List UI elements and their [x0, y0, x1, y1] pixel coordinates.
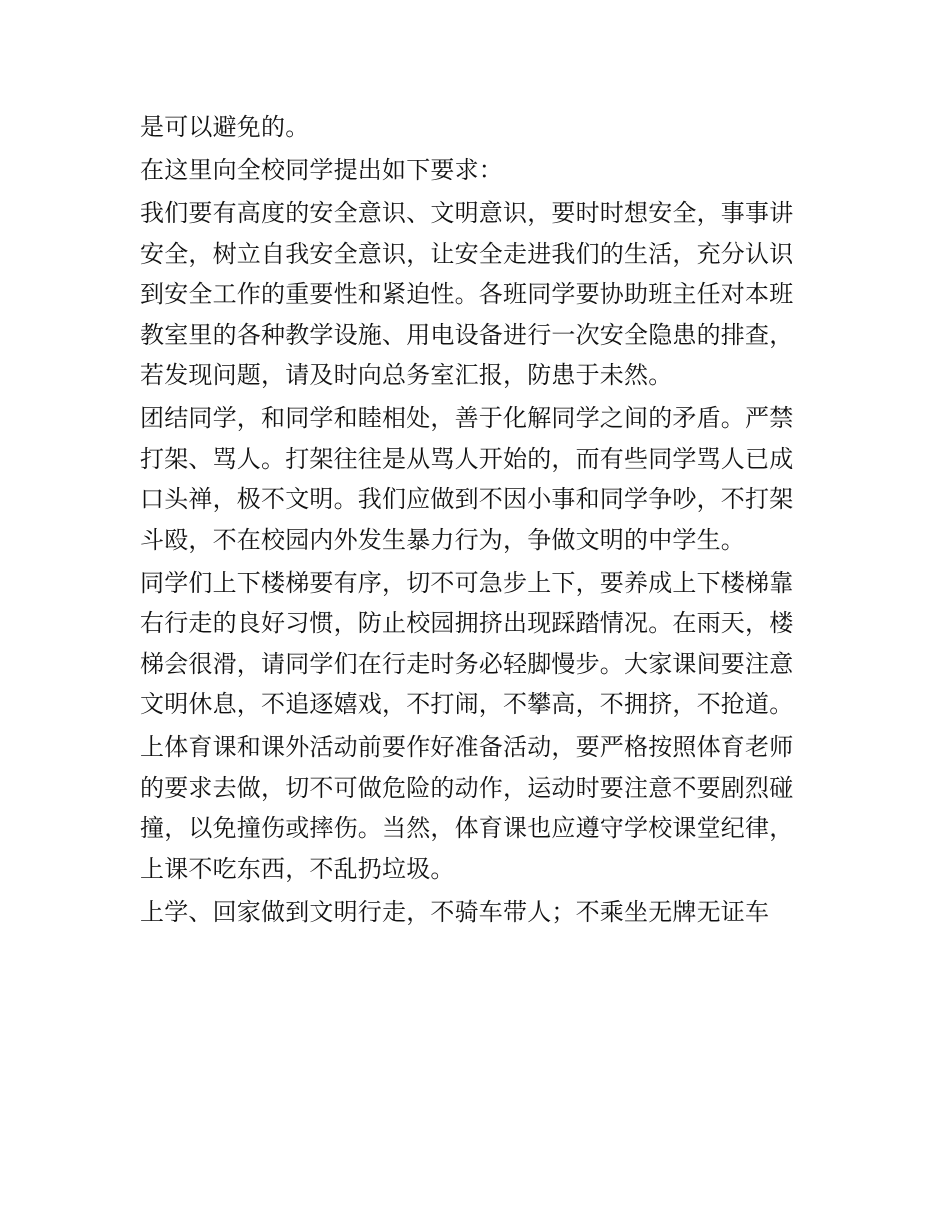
text-line: 同学们上下楼梯要有序，切不可急步上下，要养成上下楼梯靠	[140, 568, 794, 597]
text-line: 在这里向全校同学提出如下要求：	[140, 156, 503, 184]
text-line: 上学、回家做到文明行走，不骑车带人；不乘坐无牌无证车	[140, 897, 770, 926]
text-line: 打架、骂人。打架往往是从骂人开始的，而有些同学骂人已成	[140, 444, 794, 473]
text-line: 右行走的良好习惯，防止校园拥挤出现踩踏情况。在雨天，楼	[140, 609, 794, 637]
text-line: 团结同学，和同学和睦相处，善于化解同学之间的矛盾。严禁	[140, 404, 794, 432]
text-line: 的要求去做，切不可做危险的动作，运动时要注意不要剧烈碰	[140, 773, 794, 802]
text-line: 上体育课和课外活动前要作好准备活动，要严格按照体育老师	[140, 733, 794, 761]
text-line: 是可以避免的。	[140, 113, 310, 141]
text-line: 我们要有高度的安全意识、文明意识，要时时想安全，事事讲	[140, 199, 794, 227]
text-line: 安全，树立自我安全意识，让安全走进我们的生活，充分认识	[140, 239, 794, 268]
text-line: 教室里的各种教学设施、用电设备进行一次安全隐患的排查，	[140, 320, 794, 349]
text-line: 斗殴，不在校园内外发生暴力行为，争做文明的中学生。	[140, 525, 745, 554]
text-line: 文明休息，不追逐嬉戏，不打闹，不攀高，不拥挤，不抢道。	[140, 690, 794, 718]
text-line: 口头禅，极不文明。我们应做到不因小事和同学争吵，不打架	[140, 485, 794, 513]
text-line: 撞，以免撞伤或摔伤。当然，体育课也应遵守学校课堂纪律，	[140, 814, 794, 842]
text-line: 上课不吃东西，不乱扔垃圾。	[140, 854, 455, 883]
text-line: 梯会很滑，请同学们在行走时务必轻脚慢步。大家课间要注意	[140, 649, 794, 678]
text-line: 到安全工作的重要性和紧迫性。各班同学要协助班主任对本班	[140, 280, 794, 308]
text-line: 若发现问题，请及时向总务室汇报，防患于未然。	[140, 361, 673, 389]
document-body	[140, 107, 820, 932]
